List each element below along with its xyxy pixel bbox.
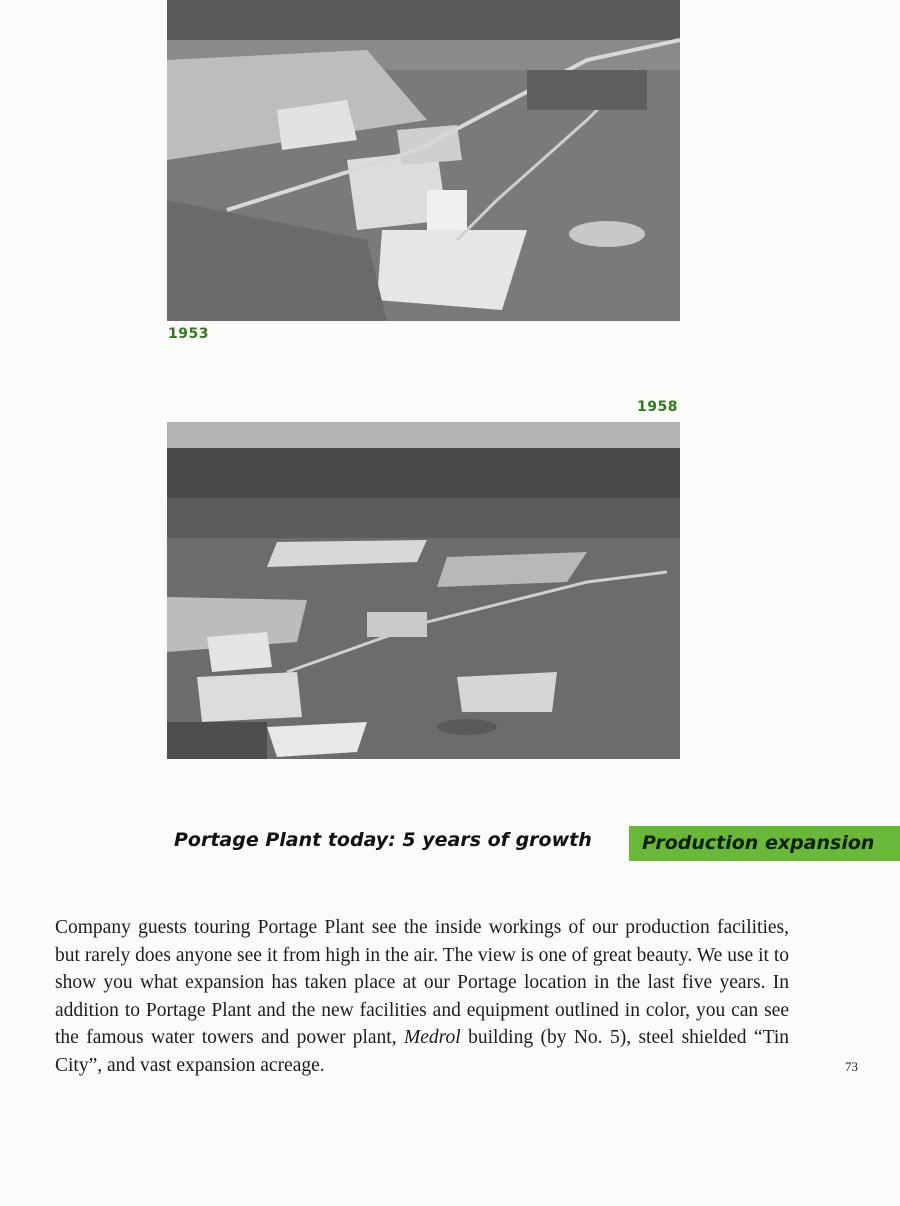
year-label-1953: 1953 [168,326,209,342]
aerial-photo-1958 [167,422,680,759]
headline: Portage Plant today: 5 years of growth [174,829,592,851]
year-label-1958: 1958 [637,399,678,415]
page-number: 73 [845,1059,858,1074]
body-text-part-2: building (by No. 5), steel shielded “Tin City”, and vast expansion acreage. [55,1027,789,1076]
aerial-photo-1953 [167,0,680,321]
section-tab: Production expansion [629,826,900,861]
body-text-part-1: Company guests touring Portage Plant see the inside workings of our production facilities, but rarely does anyone see it from high in the air. The view is one of great beauty. We use it to show you what expansion has taken place at our Portage location in the last five years. In addition to Portage Plant and the new facilities and equipment outlined in color, you can see the famous water towers and power plant, [55,917,789,1049]
body-paragraph [55,914,789,1080]
body-italic-medrol: Medrol [404,1027,461,1049]
